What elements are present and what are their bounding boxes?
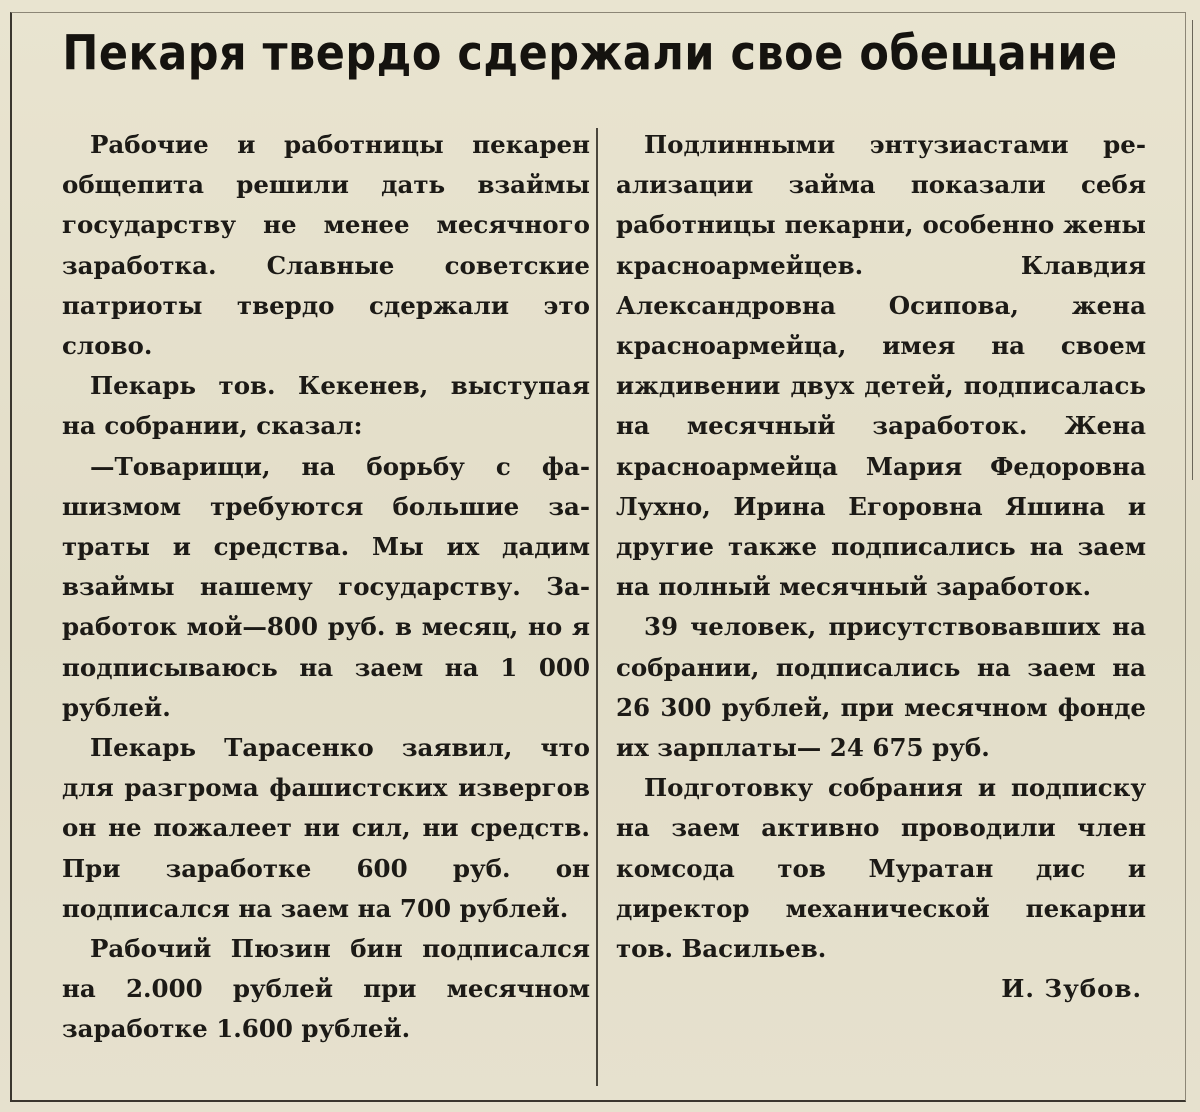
paragraph: Рабочие и работницы пекарен общепита решили дать взаймы государству не менее месячного заработка. Славные советские патриоты твердо сдержали это слово.	[62, 130, 590, 361]
paragraph: Подлинными энтузиастами реализации займа показали себя работницы пекарни, особенно жены красноармейцев. Клавдия Александровна Осипова, жена красноармейца, имея на своем иждивении двух детей, подписалась на месячный заработок. Жена красноармейца Мария Федоровна Лухно, Ирина Егоровна Яшина и другие также подписались на заем на полный месячный заработок.	[616, 130, 1146, 602]
paragraph: —Товарищи, на борьбу с фашизмом требуются большие затраты и средства. Мы их дадим взаймы нашему государству. Заработок мой—800 руб. в месяц, но я подписываюсь на заем на 1 000 рублей.	[62, 451, 590, 722]
article-headline: Пекаря твердо сдержали свое обещание	[62, 26, 1118, 82]
page-edge-line	[1192, 20, 1193, 480]
paragraph: Рабочий Пюзин бин подписался на 2.000 рублей при месячном заработке 1.600 рублей.	[62, 934, 590, 1044]
paragraph: 39 человек, присутствовавших на собрании, подписались на заем на 26 300 рублей, при месячном фонде их зарплаты— 24 675 руб.	[616, 612, 1146, 763]
right-column	[616, 125, 1146, 1009]
paragraph: Пекарь тов. Кекенев, выступая на собрании, сказал:	[62, 371, 590, 441]
paragraph: Пекарь Тарасенко заявил, что для разгрома фашистских извергов он не пожалеет ни сил, ни средств. При заработке 600 руб. он подписался на заем на 700 рублей.	[62, 733, 590, 923]
left-column	[62, 125, 590, 1050]
column-divider	[596, 128, 598, 1086]
author-signature: И. Зубов.	[1001, 974, 1142, 1004]
paragraph: Подготовку собрания и подписку на заем активно проводили член комсода тов Муратан дис и директор механической пекарни тов. Васильев.	[616, 773, 1146, 964]
